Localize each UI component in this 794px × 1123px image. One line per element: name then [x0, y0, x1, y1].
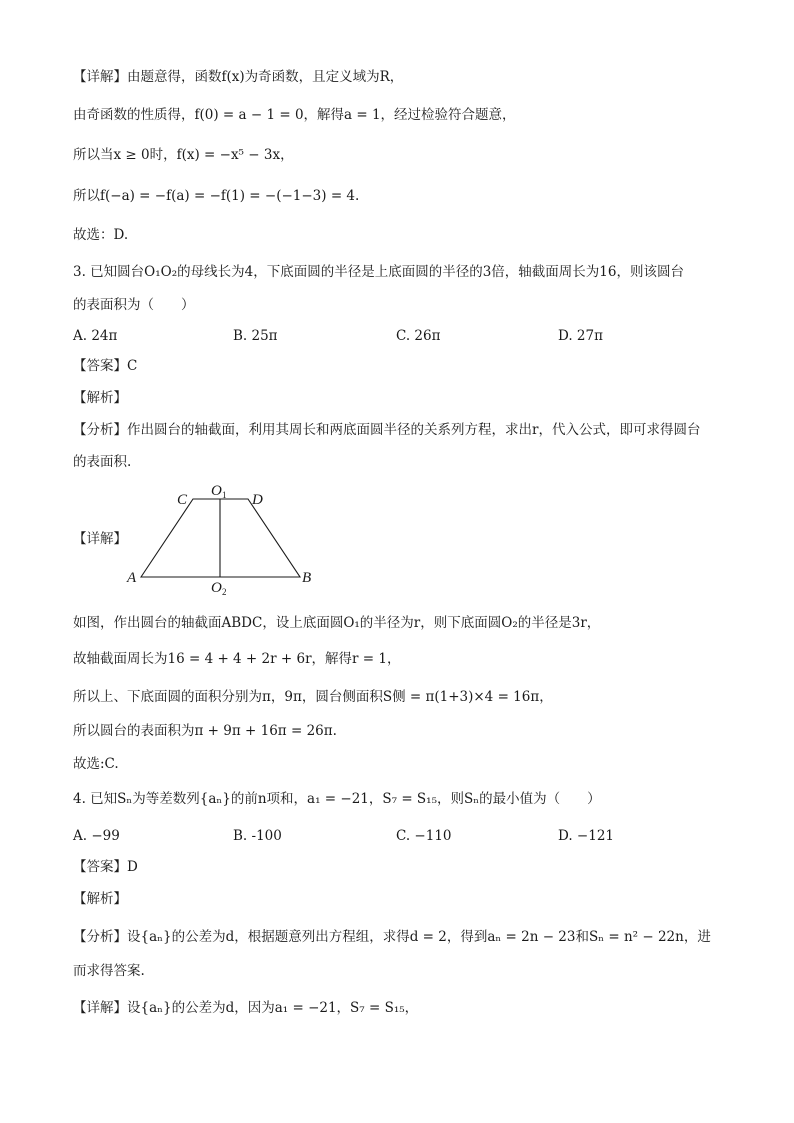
q3-detail-3: 所以上、下底面圆的面积分别为π，9π，圆台侧面积S侧 = π(1+3)×4 = 16π， [73, 689, 553, 705]
q4-analysis-2: 而求得答案. [73, 963, 145, 979]
q3-choice: 故选:C. [73, 756, 119, 772]
q3-detail-4: 所以圆台的表面积为π + 9π + 16π = 26π. [73, 723, 337, 739]
q3-analysis-1: 【分析】作出圆台的轴截面，利用其周长和两底面圆半径的关系列方程，求出r，代入公式，即可求得圆台 [73, 422, 701, 438]
label-o1: O [211, 483, 222, 499]
line-3: 所以当x ≥ 0时，f(x) = −x⁵ − 3x， [73, 147, 294, 163]
label-b: B [302, 570, 312, 586]
q4-option-c: C. −110 [396, 828, 452, 844]
q4-option-b: B. -100 [233, 828, 282, 844]
q3-analysis-2: 的表面积. [73, 454, 132, 470]
q4-analysis-heading: 【解析】 [73, 891, 127, 907]
label-o2-sub: 2 [222, 587, 227, 597]
line-4: 所以f(−a) = −f(a) = −f(1) = −(−1−3) = 4. [73, 188, 360, 204]
q3-option-c: C. 26π [396, 328, 441, 344]
label-d: D [252, 492, 263, 508]
q3-analysis-heading: 【解析】 [73, 390, 127, 406]
q3-option-b: B. 25π [233, 328, 278, 344]
q3-option-d: D. 27π [558, 328, 603, 344]
q4-analysis-1: 【分析】设{aₙ}的公差为d，根据题意列出方程组，求得d = 2，得到aₙ = 2n − 23和Sₙ = n² − 22n，进 [73, 929, 711, 945]
q3-detail-1: 如图，作出圆台的轴截面ABDC，设上底面圆O₁的半径为r，则下底面圆O₂的半径是3r， [73, 615, 601, 631]
q3-stem-1: 3. 已知圆台O₁O₂的母线长为4，下底面圆的半径是上底面圆的半径的3倍，轴截面周长为16，则该圆台 [73, 264, 684, 280]
label-o2: O [211, 580, 222, 596]
line-1: 【详解】由题意得，函数f(x)为奇函数，且定义域为R， [73, 69, 404, 85]
line-5: 故选：D. [73, 227, 129, 243]
line-2: 由奇函数的性质得，f(0) = a − 1 = 0，解得a = 1，经过检验符合题意， [73, 107, 516, 123]
q4-detail-1: 【详解】设{aₙ}的公差为d，因为a₁ = −21，S₇ = S₁₅， [73, 1000, 419, 1016]
label-o1-sub: 1 [222, 490, 227, 500]
trapezoid-figure [125, 482, 325, 597]
q4-stem: 4. 已知Sₙ为等差数列{aₙ}的前n项和，a₁ = −21，S₇ = S₁₅，则Sₙ的最小值为（ ） [73, 791, 601, 807]
q3-detail-heading: 【详解】 [73, 531, 127, 547]
q3-answer: 【答案】C [73, 358, 138, 374]
q4-option-d: D. −121 [558, 828, 615, 844]
q4-answer: 【答案】D [73, 859, 138, 875]
q3-detail-2: 故轴截面周长为16 = 4 + 4 + 2r + 6r，解得r = 1， [73, 651, 401, 667]
q3-stem-2: 的表面积为（ ） [73, 297, 195, 313]
label-c: C [177, 492, 188, 508]
q3-option-a: A. 24π [73, 328, 118, 344]
label-a: A [127, 570, 137, 586]
q4-option-a: A. −99 [73, 828, 120, 844]
